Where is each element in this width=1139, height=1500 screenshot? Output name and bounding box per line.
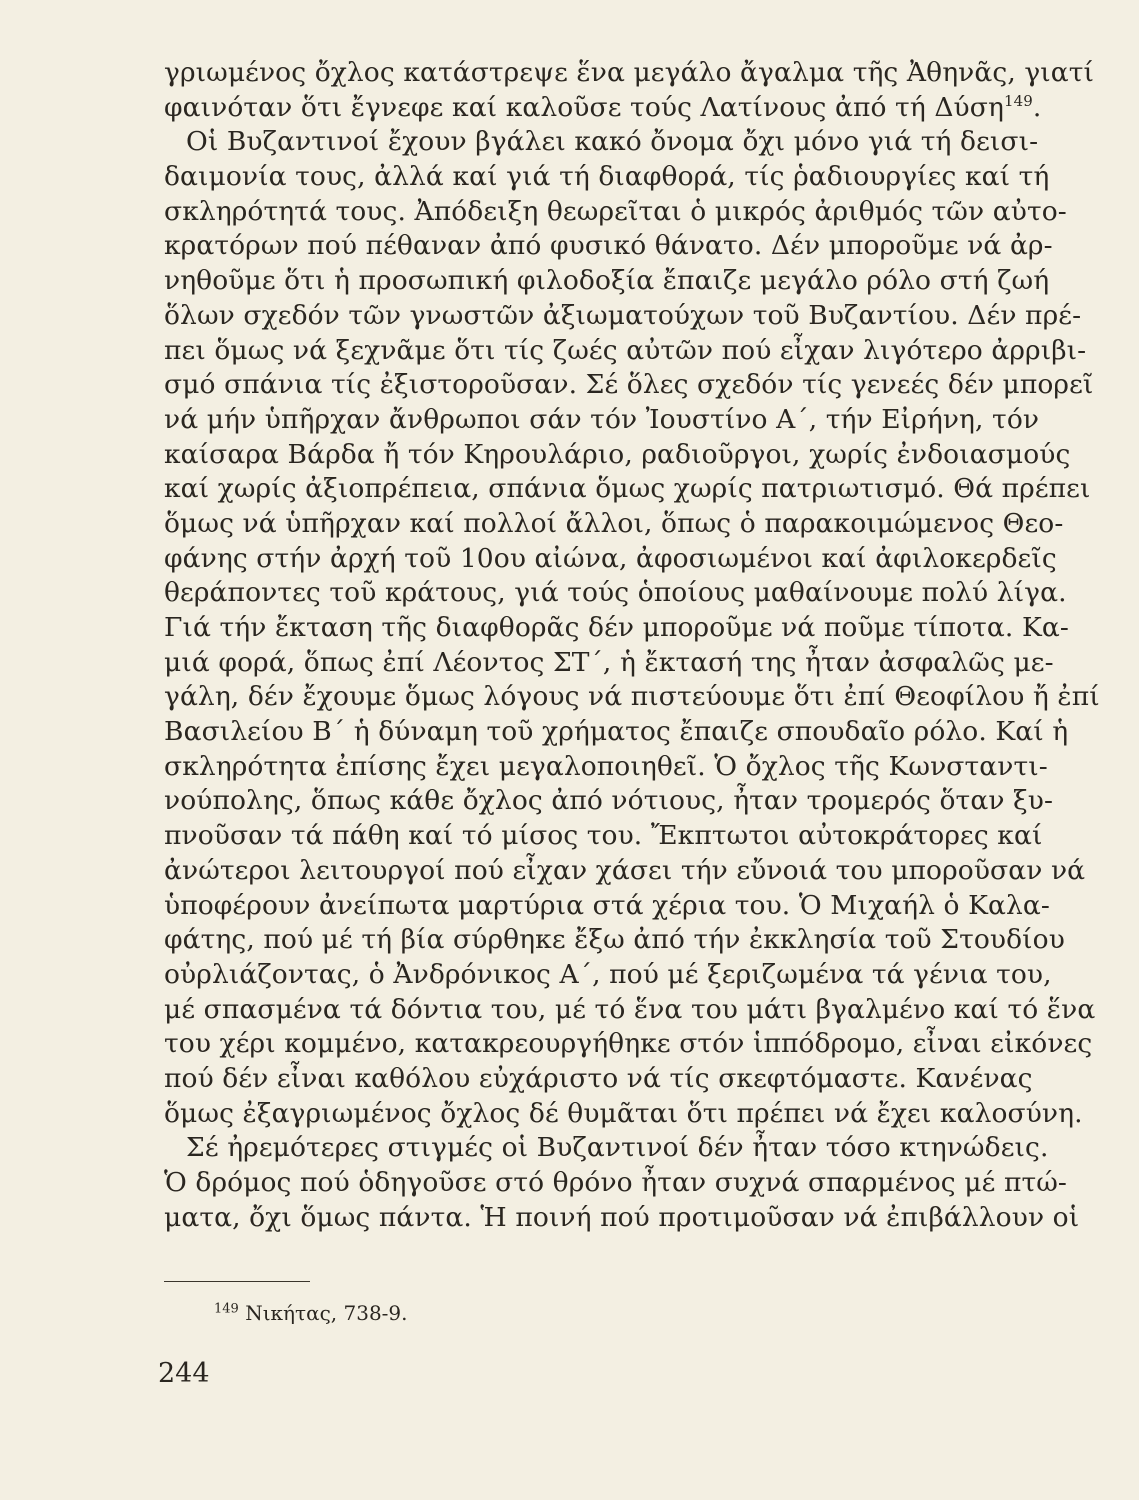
text-line: πει ὅμως νά ξεχνᾶμε ὅτι τίς ζωές αὐτῶν πού εἶχαν λιγότερο ἀρριβι-	[164, 334, 1087, 366]
text-line: φαινόταν ὅτι ἔγνεφε καί καλοῦσε τούς Λατίνους ἀπό τή Δύση$^{149}$.	[164, 91, 1042, 123]
text-line: πνοῦσαν τά πάθη καί τό μίσος του. Ἔκπτωτοι αὐτοκράτορες καί	[164, 820, 1043, 852]
body-text	[164, 56, 1100, 1235]
text-line: ὑποφέρουν ἀνείπωτα μαρτύρια στά χέρια του. Ὁ Μιχαήλ ὁ Καλα-	[164, 889, 1050, 921]
footnote-text: Νικήτας, 738-9.	[245, 1301, 408, 1325]
text-line: ἀνώτεροι λειτουργοί πού εἶχαν χάσει τήν εὔνοιά του μποροῦσαν νά	[164, 854, 1086, 886]
text-line: μιά φορά, ὅπως ἐπί Λέοντος ΣΤ΄, ἡ ἔκτασή της ἦταν ἀσφαλῶς με-	[164, 646, 1054, 678]
footnote-divider	[164, 1281, 310, 1282]
page-number: 244	[158, 1358, 210, 1389]
text-line: φάνης στήν ἀρχή τοῦ 10ου αἰώνα, ἀφοσιωμένοι καί ἀφιλοκερδεῖς	[164, 542, 1057, 574]
text-line: φάτης, πού μέ τή βία σύρθηκε ἔξω ἀπό τήν ἐκκλησία τοῦ Στουδίου	[164, 924, 1065, 956]
text-line: μέ σπασμένα τά δόντια του, μέ τό ἕνα του μάτι βγαλμένο καί τό ἕνα	[164, 993, 1096, 1025]
text-line: Σέ ἠρεμότερες στιγμές οἱ Βυζαντινοί δέν ἦταν τόσο κτηνώδεις.	[186, 1132, 1049, 1164]
text-line: Γιά τήν ἔκταση τῆς διαφθορᾶς δέν μποροῦμε νά ποῦμε τίποτα. Κα-	[164, 612, 1069, 643]
text-line: ματα, ὄχι ὅμως πάντα. Ἡ ποινή πού προτιμοῦσαν νά ἐπιβάλλουν οἱ	[164, 1201, 1080, 1233]
text-line: κρατόρων πού πέθαναν ἀπό φυσικό θάνατο. Δέν μποροῦμε νά ἀρ-	[164, 230, 1053, 262]
text-line: ὅλων σχεδόν τῶν γνωστῶν ἀξιωματούχων τοῦ Βυζαντίου. Δέν πρέ-	[164, 299, 1082, 331]
text-line: σκληρότητα ἐπίσης ἔχει μεγαλοποιηθεῖ. Ὁ ὄχλος τῆς Κωνσταντι-	[164, 750, 1048, 782]
text-line: Οἱ Βυζαντινοί ἔχουν βγάλει κακό ὄνομα ὄχι μόνο γιά τή δεισι-	[186, 126, 1039, 158]
text-line: καίσαρα Βάρδα ἤ τόν Κηρουλάριο, ραδιοῦργοι, χωρίς ἐνδοιασμούς	[164, 438, 1071, 470]
footnote-reference: 149	[1003, 91, 1033, 110]
text-line-content: φαινόταν ὅτι ἔγνεφε καί καλοῦσε τούς Λατίνους ἀπό τή Δύση	[164, 91, 1004, 123]
text-line: σκληρότητά τους. Ἀπόδειξη θεωρεῖται ὁ μικρός ἀριθμός τῶν αὐτο-	[164, 195, 1067, 227]
text-line: καί χωρίς ἀξιοπρέπεια, σπάνια ὅμως χωρίς πατριωτισμό. Θά πρέπει	[164, 473, 1091, 505]
text-line: νούπολης, ὅπως κάθε ὄχλος ἀπό νότιους, ἦταν τρομερός ὅταν ξυ-	[164, 785, 1054, 817]
text-line: γάλη, δέν ἔχουμε ὅμως λόγους νά πιστεύουμε ὅτι ἐπί Θεοφίλου ἤ ἐπί	[164, 681, 1100, 713]
text-line: του χέρι κομμένο, κατακρεουργήθηκε στόν ἱππόδρομο, εἶναι εἰκόνες	[164, 1028, 1093, 1060]
text-line: Ὁ δρόμος πού ὁδηγοῦσε στό θρόνο ἦταν συχνά σπαρμένος μέ πτώ-	[164, 1167, 1067, 1198]
text-line: οὐρλιάζοντας, ὁ Ἀνδρόνικος Α΄, πού μέ ξεριζωμένα τά γένια του,	[164, 958, 1052, 990]
footnote	[214, 1300, 408, 1326]
text-line: σμό σπάνια τίς ἐξιστοροῦσαν. Σέ ὅλες σχεδόν τίς γενεές δέν μπορεῖ	[164, 369, 1094, 401]
text-line: νηθοῦμε ὅτι ἡ προσωπική φιλοδοξία ἔπαιζε μεγάλο ρόλο στή ζωή	[164, 265, 1050, 297]
text-line: Βασιλείου Β΄ ἡ δύναμη τοῦ χρήματος ἔπαιζε σπουδαῖο ρόλο. Καί ἡ	[164, 716, 1069, 748]
text-line: θεράποντες τοῦ κράτους, γιά τούς ὁποίους μαθαίνουμε πολύ λίγα.	[164, 577, 1067, 609]
text-line: ὅμως νά ὑπῆρχαν καί πολλοί ἄλλοι, ὅπως ὁ παρακοιμώμενος Θεο-	[164, 507, 1064, 539]
text-line: πού δέν εἶναι καθόλου εὐχάριστο νά τίς σκεφτόμαστε. Κανένας	[164, 1062, 1033, 1094]
footnote-number: 149	[214, 1301, 239, 1317]
text-line: δαιμονία τους, ἀλλά καί γιά τή διαφθορά, τίς ῥαδιουργίες καί τή	[164, 161, 1050, 193]
text-line: ὅμως ἐξαγριωμένος ὄχλος δέ θυμᾶται ὅτι πρέπει νά ἔχει καλοσύνη.	[164, 1097, 1083, 1129]
text-line: γριωμένος ὄχλος κατάστρεψε ἕνα μεγάλο ἄγαλμα τῆς Ἀθηνᾶς, γιατί	[164, 57, 1095, 88]
text-line: νά μήν ὑπῆρχαν ἄνθρωποι σάν τόν Ἰουστίνο Α΄, τήν Εἰρήνη, τόν	[164, 403, 1040, 435]
